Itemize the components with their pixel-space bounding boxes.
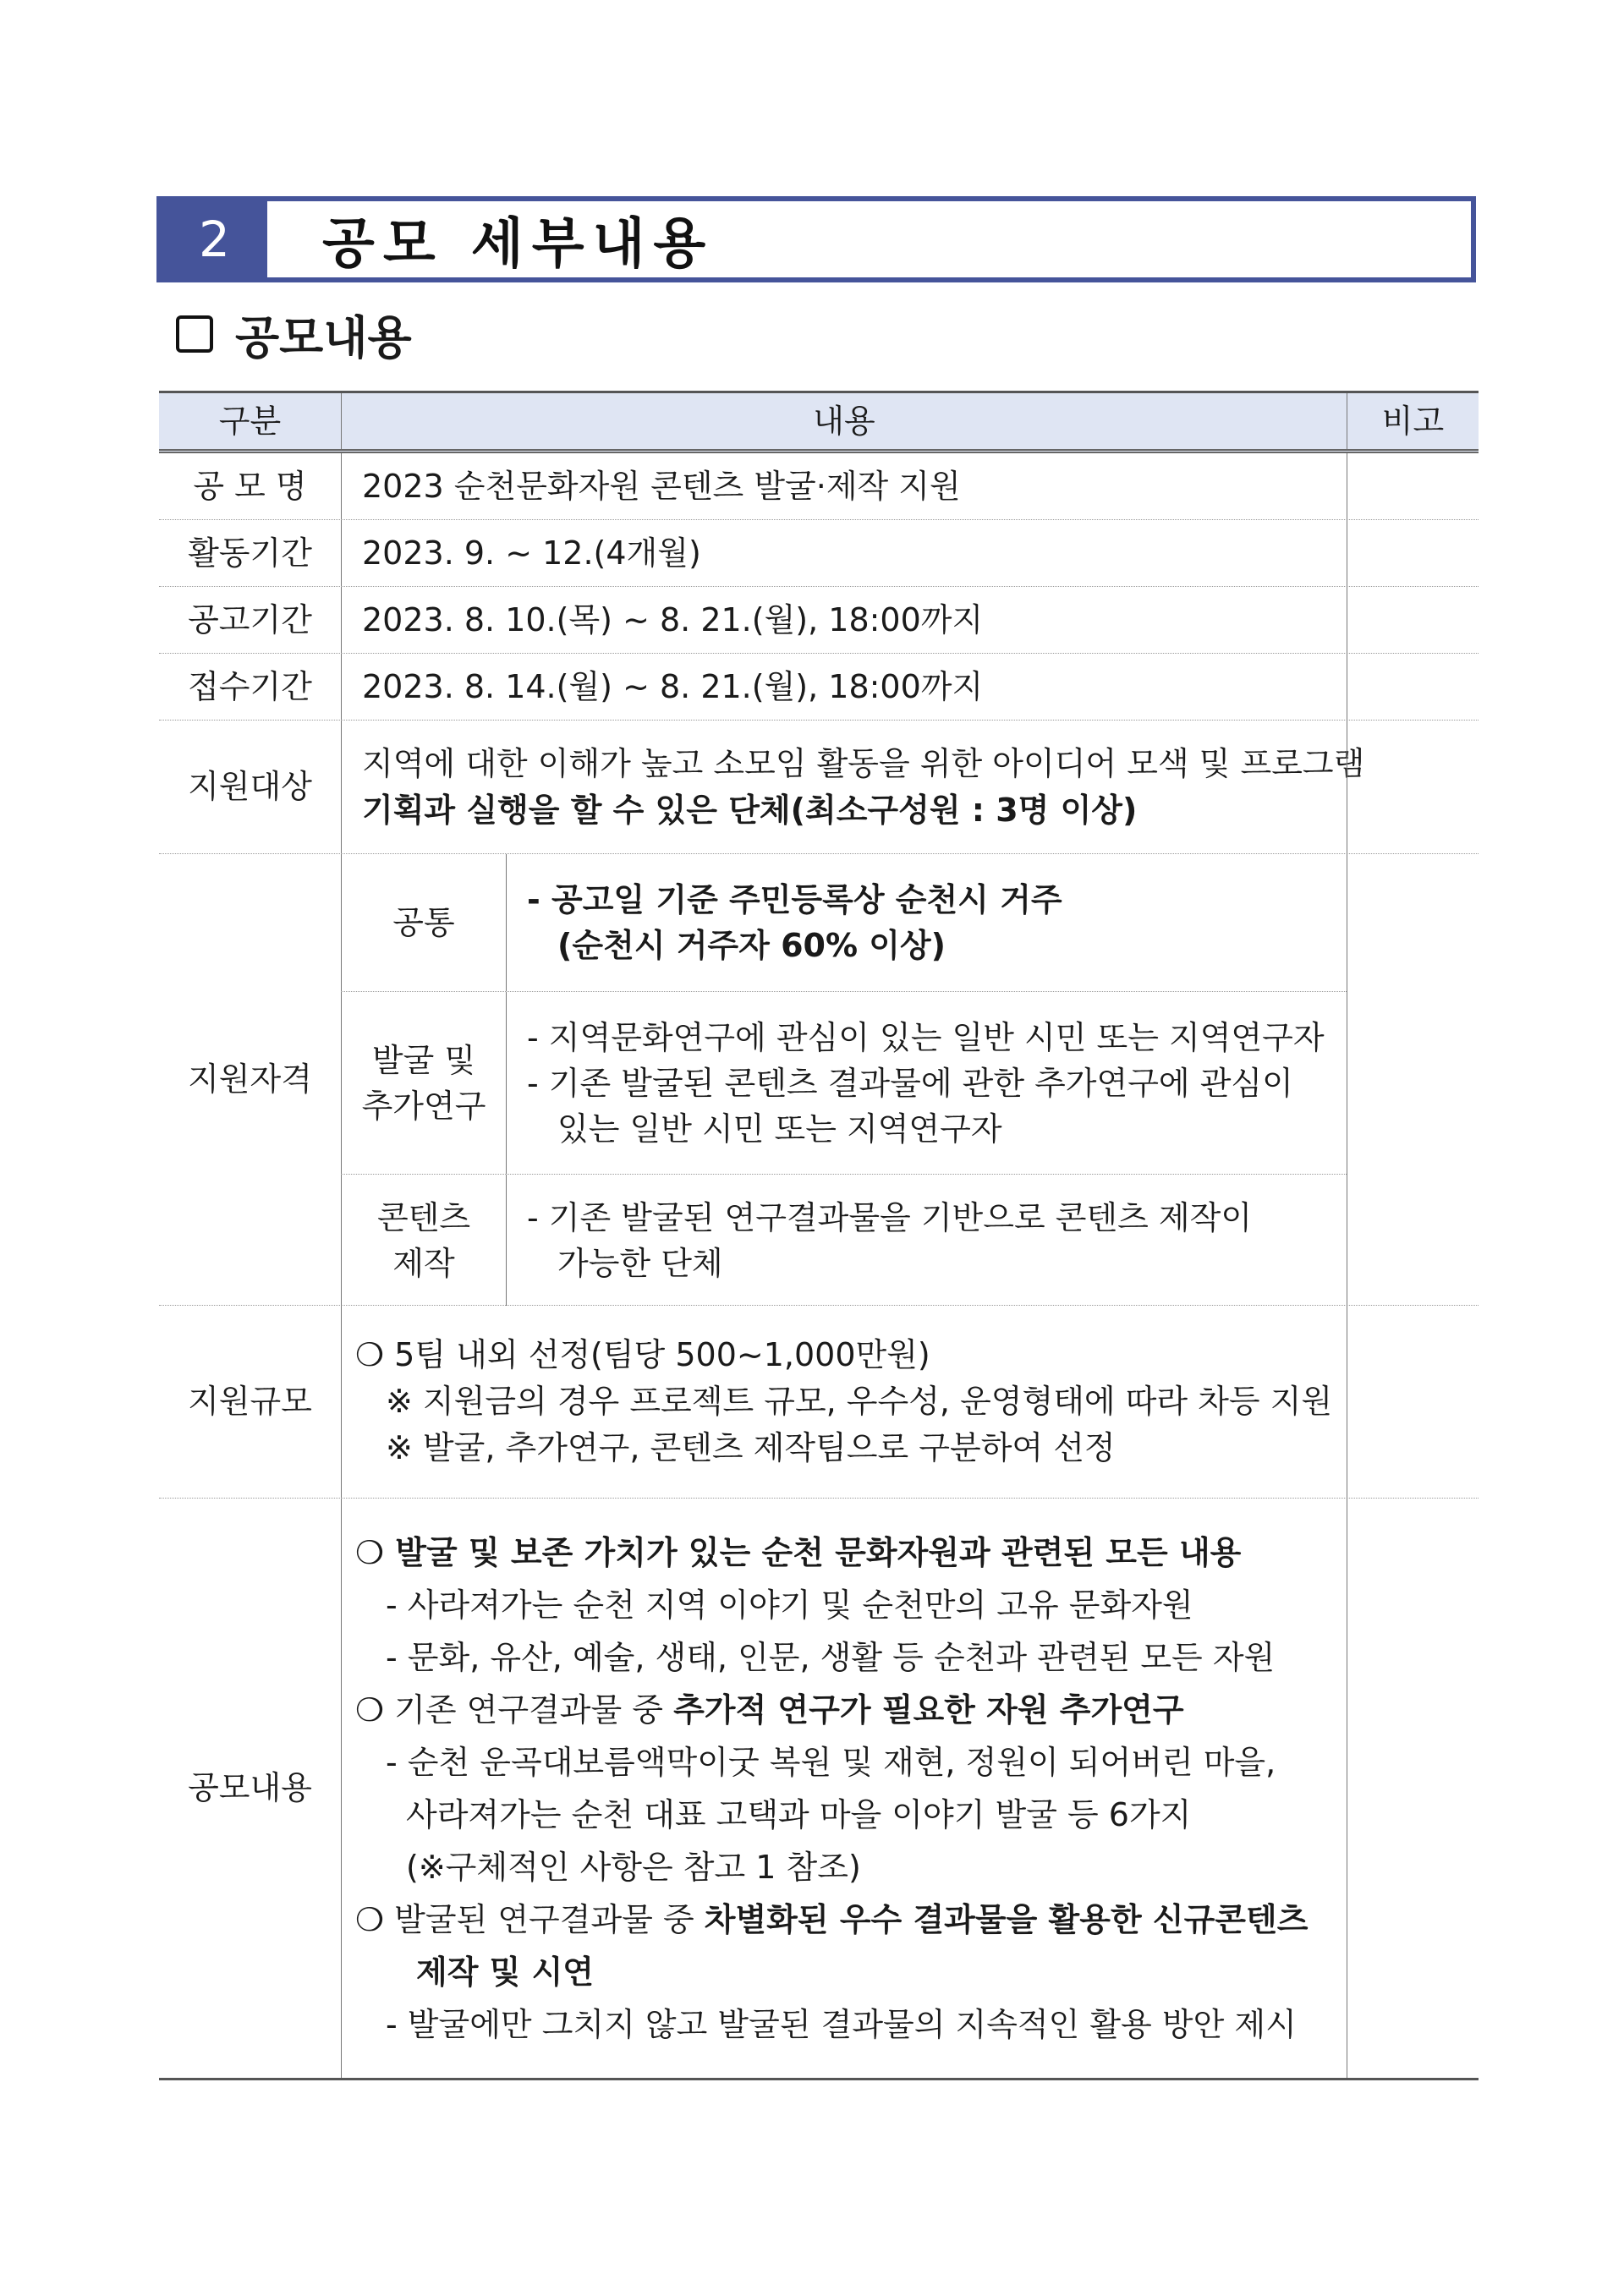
row-label: 공 모 명 (193, 467, 307, 505)
contents-line: - 문화, 유산, 예술, 생태, 인문, 생활 등 순천과 관련된 모든 자원 (386, 1638, 1276, 1676)
header-remarks: 비고 (1347, 393, 1479, 449)
sub-label (341, 1175, 507, 1306)
table-header-row (159, 391, 1479, 453)
row-value: 2023. 9. ~ 12.(4개월) (341, 520, 1347, 586)
remarks-cell (1347, 1499, 1479, 2078)
table-row-qualification (159, 854, 1479, 1306)
sub-line: 있는 일반 시민 또는 지역연구자 (557, 1110, 1002, 1148)
contents-text-bold: 추가적 연구가 필요한 자원 추가연구 (673, 1690, 1184, 1729)
table-row (159, 1306, 1479, 1499)
sub-line: - 기존 발굴된 연구결과물을 기반으로 콘텐츠 제작이 (527, 1198, 1253, 1236)
checkbox-icon (176, 315, 213, 353)
sub-line: - 지역문화연구에 관심이 있는 일반 시민 또는 지역연구자 (527, 1018, 1325, 1056)
remarks-cell (1347, 1306, 1479, 1498)
sub-line: (순천시 거주자 60% 이상) (557, 927, 946, 964)
row-value (341, 1499, 1347, 2078)
contents-text-bold: 차별화된 우수 결과물을 활용한 신규콘텐츠 (704, 1900, 1309, 1938)
contents-text: ❍ 기존 연구결과물 중 (355, 1690, 674, 1729)
contents-line: (※구체적인 사항은 참고 1 참조) (406, 1848, 861, 1886)
remarks-cell (1347, 453, 1479, 519)
sub-line: 가능한 단체 (557, 1244, 723, 1282)
row-value (341, 1306, 1347, 1498)
subheading (176, 304, 412, 364)
contents-line (355, 1684, 1184, 1736)
remarks-cell (1347, 654, 1479, 720)
contents-line: - 발굴에만 그치지 않고 발굴된 결과물의 지속적인 활용 방안 제시 (386, 2005, 1297, 2043)
header-content: 내용 (341, 393, 1347, 449)
row-label: 지원대상 (188, 768, 312, 805)
target-line: 지역에 대한 이해가 높고 소모임 활동을 위한 아이디어 모색 및 프로그램 (362, 744, 1365, 782)
sub-label: 공통 (341, 854, 507, 991)
sub-label-line: 추가연구 (361, 1087, 486, 1125)
remarks-cell (1347, 721, 1479, 853)
contents-line: 제작 및 시연 (416, 1953, 594, 1991)
contents-text: ❍ 발굴된 연구결과물 중 (355, 1900, 705, 1938)
contents-line: 사라져가는 순천 대표 고택과 마을 이야기 발굴 등 6가지 (406, 1795, 1192, 1833)
row-label: 지원자격 (188, 1060, 312, 1098)
contents-line: - 순천 운곡대보름액막이굿 복원 및 재현, 정원이 되어버린 마을, (386, 1743, 1276, 1781)
table-row (159, 721, 1479, 854)
target-line: 기획과 실행을 할 수 있은 단체(최소구성원 : 3명 이상) (362, 791, 1138, 829)
section-number: 2 (162, 201, 267, 277)
subheading-text: 공모내용 (235, 310, 412, 364)
row-label: 공고기간 (188, 600, 312, 638)
section-title: 공모 세부내용 (322, 213, 715, 276)
sub-value (507, 1175, 1347, 1306)
qualification-content (341, 1174, 1347, 1306)
sub-label-line: 콘텐츠 (376, 1198, 471, 1236)
sub-value (507, 992, 1347, 1174)
scale-line: ❍ 5팀 내외 선정(팀당 500~1,000만원) (355, 1336, 930, 1373)
contents-line (355, 1893, 1308, 1946)
row-value: 2023. 8. 14.(월) ~ 8. 21.(월), 18:00까지 (341, 654, 1347, 720)
scale-line: ※ 지원금의 경우 프로젝트 규모, 우수성, 운영형태에 따라 차등 지원 (386, 1383, 1333, 1420)
qualification-common (341, 854, 1347, 991)
table-row (159, 453, 1479, 520)
row-label: 활동기간 (188, 534, 312, 572)
row-label: 지원규모 (188, 1383, 312, 1420)
table-row (159, 1499, 1479, 2080)
table-row (159, 587, 1479, 654)
sub-line: - 공고일 기준 주민등록상 순천시 거주 (527, 881, 1062, 918)
sub-value (507, 854, 1347, 991)
row-label: 접수기간 (188, 667, 312, 705)
sub-label-line: 제작 (392, 1244, 455, 1282)
table-row (159, 654, 1479, 721)
sub-line: - 기존 발굴된 콘텐츠 결과물에 관한 추가연구에 관심이 (527, 1064, 1293, 1102)
remarks-cell (1347, 587, 1479, 653)
qualification-research (341, 991, 1347, 1174)
sub-label-line: 발굴 및 (371, 1041, 476, 1079)
row-value (341, 721, 1365, 853)
remarks-cell (1347, 854, 1479, 1305)
sub-label (341, 992, 507, 1174)
contents-line: ❍ 발굴 및 보존 가치가 있는 순천 문화자원과 관련된 모든 내용 (355, 1533, 1242, 1571)
row-label: 공모내용 (188, 1769, 312, 1806)
scale-line: ※ 발굴, 추가연구, 콘텐츠 제작팀으로 구분하여 선정 (386, 1429, 1116, 1466)
section-header (156, 196, 1476, 282)
header-category: 구분 (218, 402, 282, 440)
row-value: 2023. 8. 10.(목) ~ 8. 21.(월), 18:00까지 (341, 587, 1347, 653)
contents-line: - 사라져가는 순천 지역 이야기 및 순천만의 고유 문화자원 (386, 1586, 1193, 1624)
row-value: 2023 순천문화자원 콘텐츠 발굴·제작 지원 (341, 453, 1347, 519)
remarks-cell (1347, 520, 1479, 586)
table-row (159, 520, 1479, 587)
